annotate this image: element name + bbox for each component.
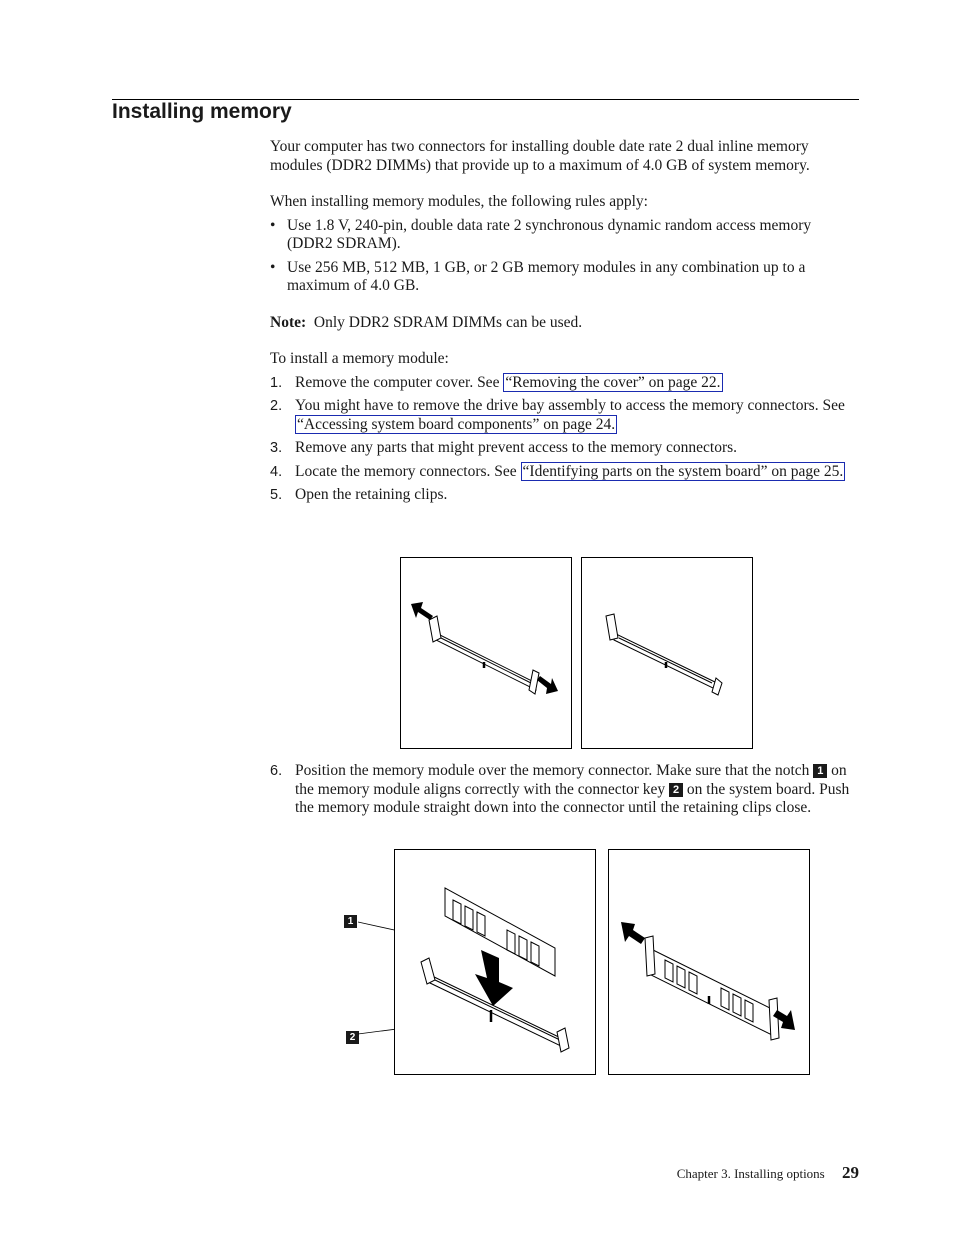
rule-item: • Use 256 MB, 512 MB, 1 GB, or 2 GB memory modules in any combination up to a maximum of 4.0 GB. — [270, 258, 806, 294]
bullet-icon: • — [270, 216, 276, 234]
figure-open-clips-right — [581, 557, 753, 749]
link-identifying-parts[interactable]: “Identifying parts on the system board” on page 25. — [522, 462, 844, 480]
down-arrow-icon — [475, 950, 513, 1006]
figure-open-clips-left — [400, 557, 572, 749]
step-4: 4. Locate the memory connectors. See “Identifying parts on the system board” on page 25. — [270, 462, 844, 480]
body-text — [270, 138, 860, 505]
callout-1: 1 — [344, 915, 357, 928]
step-6-block — [270, 762, 860, 818]
steps-intro: To install a memory module: — [270, 350, 449, 367]
bullet-icon: • — [270, 258, 276, 276]
intro-paragraph: Your computer has two connectors for installing double date rate 2 dual inline memory modules (DDR2 DIMMs) that provide up to a maximum of 4.0 GB of system memory. — [270, 138, 810, 174]
page-number: 29 — [842, 1163, 859, 1182]
figure-insert-module — [394, 849, 596, 1075]
figure-module-seated — [608, 849, 810, 1075]
page-footer — [677, 1163, 859, 1183]
step-5: 5. Open the retaining clips. — [270, 486, 448, 503]
step-6: 6. Position the memory module over the memory connector. Make sure that the notch 1 on the memory module aligns correctly with the connector key 2 on the system board. Push the memory module straight down into the connector until the retaining clips close. — [270, 762, 850, 816]
arrow-icon — [411, 602, 433, 620]
callout-2: 2 — [346, 1031, 359, 1044]
arrow-icon — [537, 676, 558, 694]
arrow-icon — [621, 922, 645, 944]
chapter-label: Chapter 3. Installing options — [676, 1166, 825, 1181]
step-1: 1. Remove the computer cover. See “Removing the cover” on page 22. — [270, 373, 721, 391]
link-accessing-components[interactable]: “Accessing system board components” on page 24. — [297, 415, 616, 433]
notch-key-icon: 1 — [813, 764, 827, 778]
step-3: 3. Remove any parts that might prevent access to the memory connectors. — [270, 439, 738, 456]
link-removing-cover[interactable]: “Removing the cover” on page 22. — [505, 373, 721, 391]
step-2: 2. You might have to remove the drive bay assembly to access the memory connectors. See “Accessing system board components” on page 24. — [270, 397, 845, 433]
connector-key-icon: 2 — [669, 783, 683, 797]
rule-item: • Use 1.8 V, 240-pin, double data rate 2 synchronous dynamic random access memory (DDR2 SDRAM). — [270, 216, 812, 252]
section-title: Installing memory — [112, 100, 292, 123]
note: Note: Only DDR2 SDRAM DIMMs can be used. — [270, 313, 583, 331]
rules-intro: When installing memory modules, the following rules apply: — [270, 193, 648, 210]
